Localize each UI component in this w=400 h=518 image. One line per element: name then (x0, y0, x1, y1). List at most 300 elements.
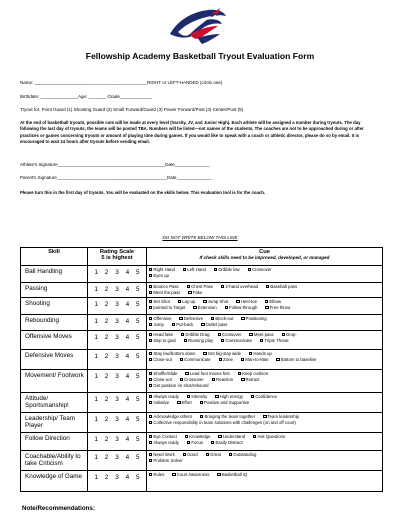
cue-list (147, 451, 383, 471)
cue-label: Set Shot (153, 299, 170, 304)
table-row (21, 331, 383, 350)
cue-checkbox[interactable] (149, 338, 176, 344)
checkbox-icon[interactable] (149, 453, 152, 456)
rating-option[interactable]: 1 (94, 334, 98, 341)
cue-label: Understand (222, 434, 246, 439)
cue-checkbox[interactable] (260, 338, 289, 344)
rating-option[interactable]: 4 (125, 353, 130, 360)
table-row (21, 315, 383, 331)
rating-option[interactable]: 4 (125, 416, 130, 423)
rating-option[interactable]: 2 (104, 301, 109, 308)
cue-checkbox[interactable] (276, 357, 316, 363)
cue-list (147, 370, 383, 393)
checkbox-icon[interactable] (276, 358, 279, 361)
skill-name: Defensive Moves (21, 350, 88, 370)
name-field[interactable]: Name: _____________________________________________RIGHT or LEFT-HANDED (circle one) (20, 80, 223, 85)
cue-label: Eye Contact (153, 434, 177, 439)
checkbox-icon[interactable] (201, 323, 204, 326)
cue-label: Lay-up (182, 299, 196, 304)
rating-scale (88, 433, 147, 451)
cue-label: Right Hand (153, 267, 175, 272)
checkbox-icon[interactable] (212, 378, 215, 381)
checkbox-icon[interactable] (265, 306, 268, 309)
cue-label: High energy (219, 394, 243, 399)
cue-label: 2-hand overhead (225, 284, 258, 289)
cue-label: Communicate (184, 357, 211, 362)
cue-list (147, 433, 383, 451)
checkbox-icon[interactable] (249, 333, 252, 336)
cue-label: Eyes up (153, 273, 169, 278)
rating-option[interactable]: 2 (104, 373, 109, 380)
skill-header: Skill (21, 248, 88, 266)
cue-list (147, 331, 383, 350)
cue-checkbox[interactable] (248, 267, 272, 273)
checkbox-icon[interactable] (149, 339, 152, 342)
checkbox-icon[interactable] (263, 415, 266, 418)
cue-checkbox[interactable] (225, 305, 258, 311)
rating-option[interactable]: 4 (125, 436, 130, 443)
rating-option[interactable]: 3 (115, 373, 119, 380)
cue-checkbox[interactable] (149, 305, 185, 311)
checkbox-icon[interactable] (177, 401, 180, 404)
tryout-instructions: At the end of basketball tryouts, possible cuts will be made at every level (Varsity, JV, and Junior High). Each athlete will be assigned a number during tryouts. The day following the last day of tryouts, the teams will be posted TBA. Numbers will be listed—not names of the students. The coaches are not to be approached during or after practices or games concerning tryouts or amount of playing time during games. If you would like to speak with a coach or athletic director, please do so by email. It is encouraged to wait 24 hours after tryouts before sending email. (20, 120, 364, 145)
table-row (21, 350, 383, 370)
do-not-write-line: DO NOT WRITE BELOW THIS LINE (162, 235, 238, 240)
rating-option[interactable]: 5 (135, 454, 140, 461)
rating-scale (88, 413, 147, 433)
cue-checkbox[interactable] (221, 284, 258, 290)
cue-checkbox[interactable] (221, 338, 252, 344)
checkbox-icon[interactable] (149, 268, 152, 271)
rating-option[interactable]: 4 (125, 286, 130, 293)
cue-label: Great (210, 452, 221, 457)
rating-option[interactable]: 1 (94, 301, 98, 308)
skill-name: Rebounding (21, 315, 88, 331)
table-row (21, 298, 383, 315)
cue-label: Heel-toe (240, 299, 257, 304)
cue-list (147, 266, 383, 283)
cue-label: Man-to-Man (245, 357, 269, 362)
rating-option[interactable]: 3 (115, 474, 119, 481)
table-row (21, 433, 383, 451)
checkbox-icon[interactable] (180, 378, 183, 381)
tryout-position-field[interactable]: Tryout for: Point Guard (1) Shooting Guard (2) Small Forward/Guard (3) Power Forward/Post (4) Center/Post (5) (20, 107, 244, 112)
rating-option[interactable]: 5 (135, 373, 140, 380)
rating-option[interactable]: 2 (104, 318, 109, 325)
skill-name: Ball Handling (21, 266, 88, 283)
rating-option[interactable]: 5 (135, 353, 140, 360)
checkbox-icon[interactable] (251, 395, 254, 398)
table-row (21, 266, 383, 283)
cue-checkbox[interactable] (184, 338, 213, 344)
cue-label: Shuffle/Slide (153, 371, 178, 376)
cue-list (147, 350, 383, 370)
skill-name: Passing (21, 283, 88, 298)
cue-label: Jump Shot (207, 299, 229, 304)
cue-label: Chest Pass (191, 284, 214, 289)
cue-list (147, 298, 383, 315)
cue-checkbox[interactable] (149, 458, 183, 464)
cue-label: Crossover (184, 377, 204, 382)
rating-option[interactable]: 4 (125, 474, 130, 481)
checkbox-icon[interactable] (149, 372, 152, 375)
cue-checkbox[interactable] (149, 273, 169, 279)
rating-header: Rating Scale 5 is highest (88, 248, 147, 266)
checkbox-icon[interactable] (200, 415, 203, 418)
cue-label: Team leadership (267, 414, 300, 419)
checkbox-icon[interactable] (181, 333, 184, 336)
checkbox-icon[interactable] (214, 268, 217, 271)
evaluation-table (20, 247, 383, 492)
cue-label: Elbow (269, 299, 282, 304)
checkbox-icon[interactable] (149, 285, 152, 288)
checkbox-icon[interactable] (172, 473, 175, 476)
rating-option[interactable]: 3 (115, 416, 119, 423)
cue-checkbox[interactable] (188, 290, 202, 296)
rating-scale (88, 370, 147, 393)
checkbox-icon[interactable] (149, 473, 152, 476)
rating-scale (88, 298, 147, 315)
cue-label: Jump (153, 322, 164, 327)
cue-label: Keep cushion (242, 371, 269, 376)
rating-option[interactable]: 5 (135, 436, 140, 443)
rating-option[interactable]: 1 (94, 416, 98, 423)
cue-label: Running play (188, 338, 214, 343)
checkbox-icon[interactable] (219, 358, 222, 361)
cue-label: Left Hand (187, 267, 206, 272)
checkbox-icon[interactable] (206, 453, 209, 456)
parent-signature-field[interactable]: Parent's Signature____________________________________________Date______________ (20, 175, 212, 180)
checkbox-icon[interactable] (185, 435, 188, 438)
cue-label: Basketball IQ (221, 472, 248, 477)
cue-label: Follow-through (228, 305, 258, 310)
cue-label: Fake (192, 290, 203, 295)
checkbox-icon[interactable] (249, 352, 252, 355)
cue-checkbox[interactable] (149, 472, 164, 478)
rating-option[interactable]: 5 (135, 286, 140, 293)
rating-option[interactable]: 2 (104, 474, 109, 481)
rating-option[interactable]: 2 (104, 286, 109, 293)
cue-label: Bounce Pass (153, 284, 179, 289)
rating-scale (88, 315, 147, 331)
rating-option[interactable]: 4 (125, 396, 130, 403)
cue-checkbox[interactable] (149, 440, 179, 446)
cue-checkbox[interactable] (149, 400, 169, 406)
cue-list (147, 315, 383, 331)
cue-checkbox[interactable] (241, 357, 269, 363)
rating-option[interactable]: 4 (125, 454, 130, 461)
checkbox-icon[interactable] (149, 300, 152, 303)
checkbox-icon[interactable] (149, 378, 152, 381)
checkbox-icon[interactable] (236, 300, 239, 303)
rating-option[interactable]: 2 (104, 416, 109, 423)
checkbox-icon[interactable] (265, 300, 268, 303)
cue-checkbox[interactable] (201, 322, 227, 328)
rating-option[interactable]: 3 (115, 301, 119, 308)
checkbox-icon[interactable] (253, 435, 256, 438)
cue-label: Free throw (269, 305, 291, 310)
checkbox-icon[interactable] (211, 441, 214, 444)
checkbox-icon[interactable] (203, 300, 206, 303)
checkbox-icon[interactable] (260, 339, 263, 342)
turn-in-note: Please turn this in the first day of tryouts. You will be evaluated on the skills below. This evaluation tool is for the coach. (20, 190, 266, 195)
cue-checkbox[interactable] (265, 305, 290, 311)
checkbox-icon[interactable] (266, 285, 269, 288)
cue-checkbox[interactable] (214, 267, 240, 273)
cue-list (147, 283, 383, 298)
cue-label: Hands up (253, 351, 272, 356)
checkbox-icon[interactable] (221, 285, 224, 288)
table-row (21, 451, 383, 471)
cue-label: Offensive (153, 316, 172, 321)
cue-checkbox[interactable] (172, 322, 193, 328)
skill-name: Leadership/ Team Player (21, 413, 88, 433)
checkbox-icon[interactable] (149, 306, 152, 309)
cue-label: Drop- (286, 332, 297, 337)
checkbox-icon[interactable] (149, 274, 152, 277)
checkbox-icon[interactable] (149, 401, 152, 404)
rating-option[interactable]: 5 (135, 301, 140, 308)
rating-option[interactable]: 2 (104, 396, 109, 403)
cue-label: Need Work (153, 452, 175, 457)
cue-label: Court Awareness (176, 472, 210, 477)
cue-label: Outstanding (233, 452, 257, 457)
rating-scale (88, 266, 147, 283)
rating-option[interactable]: 1 (94, 286, 98, 293)
checkbox-icon[interactable] (218, 435, 221, 438)
checkbox-icon[interactable] (241, 317, 244, 320)
cue-checkbox[interactable] (219, 357, 233, 363)
cue-checkbox[interactable] (229, 452, 257, 458)
cue-checkbox[interactable] (172, 472, 209, 478)
checkbox-icon[interactable] (149, 358, 152, 361)
cue-label: Dribble Drag (185, 332, 210, 337)
rating-option[interactable]: 3 (115, 353, 119, 360)
cue-checkbox[interactable] (180, 357, 211, 363)
cue-label: Positioning (245, 316, 267, 321)
table-row (21, 413, 383, 433)
checkbox-icon[interactable] (187, 395, 190, 398)
athlete-signature-field[interactable]: Athlete's Signature___________________________________________Date______________ (20, 162, 210, 167)
checkbox-icon[interactable] (149, 415, 152, 418)
cue-label: Ask Questions (257, 434, 286, 439)
rating-option[interactable]: 5 (135, 269, 140, 276)
cue-list (147, 393, 383, 413)
cue-label: Rules (153, 472, 165, 477)
rating-option[interactable]: 3 (115, 286, 119, 293)
rating-option[interactable]: 1 (94, 269, 98, 276)
rating-scale (88, 471, 147, 492)
checkbox-icon[interactable] (200, 401, 203, 404)
cue-label: Reaction (216, 377, 234, 382)
checkbox-icon[interactable] (149, 459, 152, 462)
cue-label: step to goal (153, 338, 176, 343)
rating-option[interactable]: 4 (125, 318, 130, 325)
skill-name: Coachable/Ability to take Criticism (21, 451, 88, 471)
cue-label: Retract (245, 377, 260, 382)
cue-checkbox[interactable] (149, 383, 209, 389)
rating-scale (88, 393, 147, 413)
checkbox-icon[interactable] (183, 268, 186, 271)
rating-option[interactable]: 3 (115, 454, 119, 461)
cue-checkbox[interactable] (253, 434, 285, 440)
checkbox-icon[interactable] (149, 435, 152, 438)
checkbox-icon[interactable] (282, 333, 285, 336)
checkbox-icon[interactable] (218, 333, 221, 336)
cue-label: Confidence (255, 394, 278, 399)
rating-option[interactable]: 2 (104, 454, 109, 461)
checkbox-icon[interactable] (149, 352, 152, 355)
checkbox-icon[interactable] (178, 300, 181, 303)
cue-checkbox[interactable] (183, 267, 206, 273)
skill-name: Offensive Moves (21, 331, 88, 350)
rating-option[interactable]: 5 (135, 318, 140, 325)
cue-label: Effort (181, 400, 192, 405)
cue-checkbox[interactable] (149, 357, 172, 363)
cue-checkbox[interactable] (241, 316, 266, 322)
rating-scale (88, 283, 147, 298)
rating-option[interactable]: 1 (94, 318, 98, 325)
checkbox-icon[interactable] (185, 372, 188, 375)
rating-option[interactable]: 4 (125, 269, 130, 276)
checkbox-icon[interactable] (187, 441, 190, 444)
cue-label: Get position on shot/rebound (153, 383, 209, 388)
checkbox-icon[interactable] (149, 291, 152, 294)
checkbox-icon[interactable] (187, 285, 190, 288)
rating-option[interactable]: 1 (94, 396, 98, 403)
cue-label: Dribble low (218, 267, 240, 272)
checkbox-icon[interactable] (179, 317, 182, 320)
cue-checkbox[interactable] (241, 377, 259, 383)
cue-label: Triple Threat (264, 338, 289, 343)
cue-label: Outlet pass (205, 322, 228, 327)
rating-option[interactable]: 1 (94, 436, 98, 443)
cue-label: Collective responsibility in team solutions with challenges (on and off court) (153, 420, 296, 425)
checkbox-icon[interactable] (211, 317, 214, 320)
cue-checkbox[interactable] (217, 472, 247, 478)
skill-name: Follow Direction (21, 433, 88, 451)
rating-option[interactable]: 5 (135, 416, 140, 423)
checkbox-icon[interactable] (229, 453, 232, 456)
cue-checkbox[interactable] (206, 452, 221, 458)
checkbox-icon[interactable] (193, 306, 196, 309)
cue-label: Always ready (153, 440, 179, 445)
checkbox-icon[interactable] (149, 395, 152, 398)
skill-name: Movement/ Footwork (21, 370, 88, 393)
skill-name: Knowledge of Game (21, 471, 88, 492)
cue-label: Crossover (251, 267, 272, 272)
rating-option[interactable]: 1 (94, 454, 98, 461)
checkbox-icon[interactable] (241, 378, 244, 381)
rating-option[interactable]: 1 (94, 474, 98, 481)
cue-label: Good (187, 452, 198, 457)
cue-checkbox[interactable] (266, 284, 297, 290)
rating-option[interactable]: 4 (125, 334, 130, 341)
cue-label: Baseball pass (270, 284, 298, 289)
skill-name: Shooting (21, 298, 88, 315)
cue-label: Meet the pass (153, 290, 181, 295)
cue-list (147, 471, 383, 492)
table-row (21, 471, 383, 492)
cue-label: Easily Distract (215, 440, 243, 445)
checkbox-icon[interactable] (241, 358, 244, 361)
rating-option[interactable]: 5 (135, 334, 140, 341)
rating-scale (88, 331, 147, 350)
cue-label: Crossover (221, 332, 242, 337)
checkbox-icon[interactable] (183, 453, 186, 456)
cue-label: Put-back (176, 322, 194, 327)
checkbox-icon[interactable] (149, 323, 152, 326)
checkbox-icon[interactable] (225, 306, 228, 309)
cue-label: Intensity (191, 394, 208, 399)
cue-checkbox[interactable] (177, 400, 192, 406)
cue-label: Problem Solver (153, 458, 183, 463)
rating-option[interactable]: 5 (135, 396, 140, 403)
rating-option[interactable]: 4 (125, 301, 130, 308)
checkbox-icon[interactable] (217, 473, 220, 476)
rating-option[interactable]: 3 (115, 436, 119, 443)
checkbox-icon[interactable] (248, 268, 251, 271)
rating-option[interactable]: 1 (94, 373, 98, 380)
checkbox-icon[interactable] (149, 421, 152, 424)
rating-option[interactable]: 3 (115, 334, 119, 341)
checkbox-icon[interactable] (188, 291, 191, 294)
checkbox-icon[interactable] (149, 317, 152, 320)
cue-label: pointed to Target (153, 305, 186, 310)
checkbox-icon[interactable] (238, 372, 241, 375)
birthdate-field[interactable]: Birthdate: _______________Age: _______ Grade_____________ (20, 94, 153, 99)
cue-checkbox[interactable] (149, 290, 180, 296)
rating-option[interactable]: 3 (115, 318, 119, 325)
cue-label: Initiative (153, 400, 170, 405)
cue-label: Stay low/bottom down (153, 351, 196, 356)
rating-scale (88, 350, 147, 370)
notes-label: Note/Recommendations: (22, 505, 95, 512)
rating-option[interactable]: 2 (104, 436, 109, 443)
checkbox-icon[interactable] (203, 352, 206, 355)
rating-option[interactable]: 2 (104, 334, 109, 341)
cue-checkbox[interactable] (149, 322, 164, 328)
checkbox-icon[interactable] (180, 358, 183, 361)
rating-option[interactable]: 1 (94, 353, 98, 360)
rating-option[interactable]: 2 (104, 269, 109, 276)
rating-option[interactable]: 5 (135, 474, 140, 481)
rating-option[interactable]: 3 (115, 269, 119, 276)
cue-label: Lead foot moves first (189, 371, 230, 376)
checkbox-icon[interactable] (149, 441, 152, 444)
rating-option[interactable]: 3 (115, 396, 119, 403)
cue-checkbox[interactable] (193, 305, 216, 311)
cue-label: Acknowledge others (153, 414, 193, 419)
cue-checkbox[interactable] (149, 420, 296, 426)
cue-checkbox[interactable] (200, 400, 250, 406)
cue-checkbox[interactable] (187, 440, 203, 446)
rating-scale (88, 451, 147, 471)
checkbox-icon[interactable] (221, 339, 224, 342)
cue-label: Close-out (153, 377, 172, 382)
rating-option[interactable]: 4 (125, 373, 130, 380)
cue-label: Positive and Supportive (204, 400, 250, 405)
checkbox-icon[interactable] (215, 395, 218, 398)
cue-label: Close-out (153, 357, 172, 362)
cue-list (147, 413, 383, 433)
cue-checkbox[interactable] (211, 440, 243, 446)
checkbox-icon[interactable] (149, 384, 152, 387)
checkbox-icon[interactable] (172, 323, 175, 326)
checkbox-icon[interactable] (149, 333, 152, 336)
rating-option[interactable]: 2 (104, 353, 109, 360)
checkbox-icon[interactable] (184, 339, 187, 342)
